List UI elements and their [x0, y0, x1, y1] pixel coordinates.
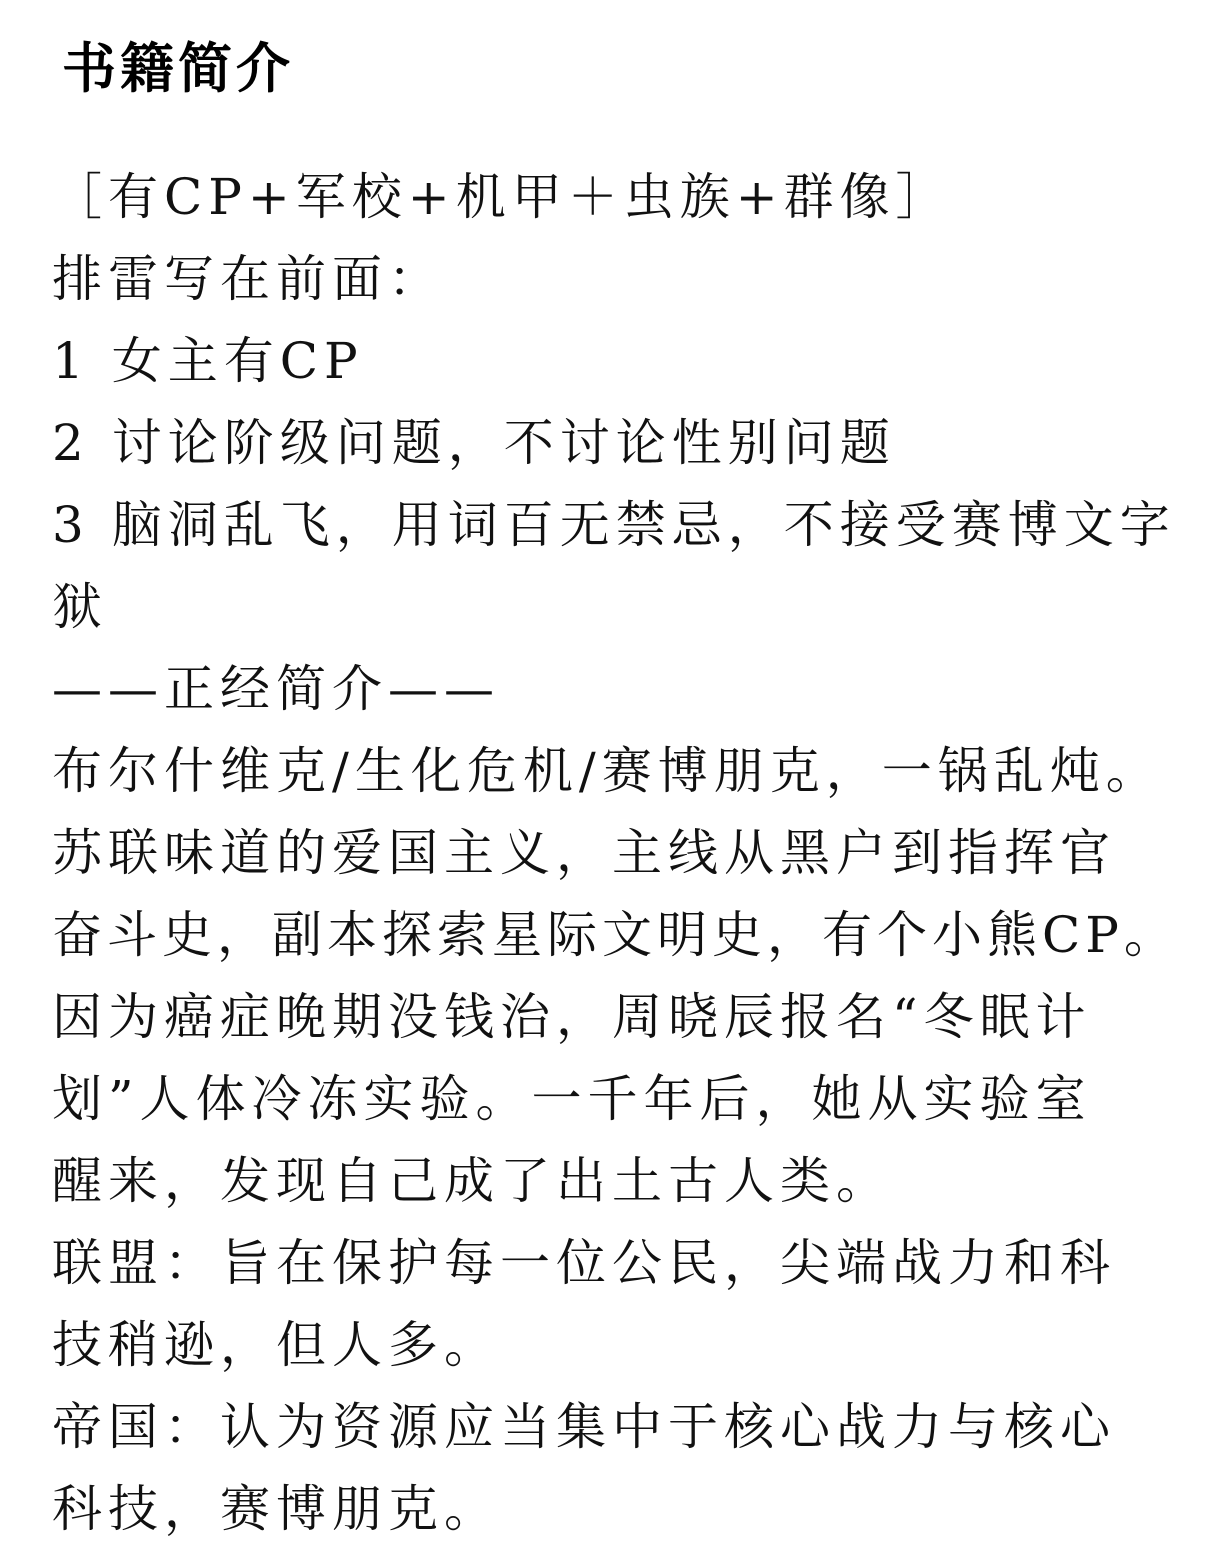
warning-item-2: 2 讨论阶级问题，不讨论性别问题: [52, 414, 896, 472]
empire-line: 科技，赛博朋克。: [52, 1480, 500, 1538]
synopsis-line: 划”人体冷冻实验。一千年后，她从实验室: [52, 1070, 1092, 1128]
warning-item-3: 3 脑洞乱飞，用词百无禁忌，不接受赛博文字: [52, 496, 1176, 554]
synopsis-line: 因为癌症晚期没钱治，周晓辰报名“冬眠计: [52, 988, 1092, 1046]
warning-heading: 排雷写在前面：: [52, 250, 444, 308]
section-divider: ——正经简介——: [52, 660, 500, 718]
alliance-line: 联盟：旨在保护每一位公民，尖端战力和科: [52, 1234, 1116, 1292]
empire-line: 帝国：认为资源应当集中于核心战力与核心: [52, 1398, 1116, 1456]
intro-text: [52, 156, 1178, 1550]
synopsis-line: 苏联味道的爱国主义，主线从黑户到指挥官: [52, 824, 1116, 882]
synopsis-line: 布尔什维克/生化危机/赛博朋克，一锅乱炖。: [52, 742, 1162, 800]
warning-item-1: 1 女主有CP: [52, 332, 364, 390]
synopsis-line: 奋斗史，副本探索星际文明史，有个小熊CP。: [52, 906, 1179, 964]
warning-item-3-cont: 狱: [52, 578, 108, 636]
synopsis-line: 醒来，发现自己成了出土古人类。: [52, 1152, 892, 1210]
tags-line: ［有CP+军校+机甲＋虫族+群像］: [52, 168, 952, 226]
page-title: 书籍简介: [62, 37, 294, 100]
alliance-line: 技稍逊，但人多。: [52, 1316, 500, 1374]
